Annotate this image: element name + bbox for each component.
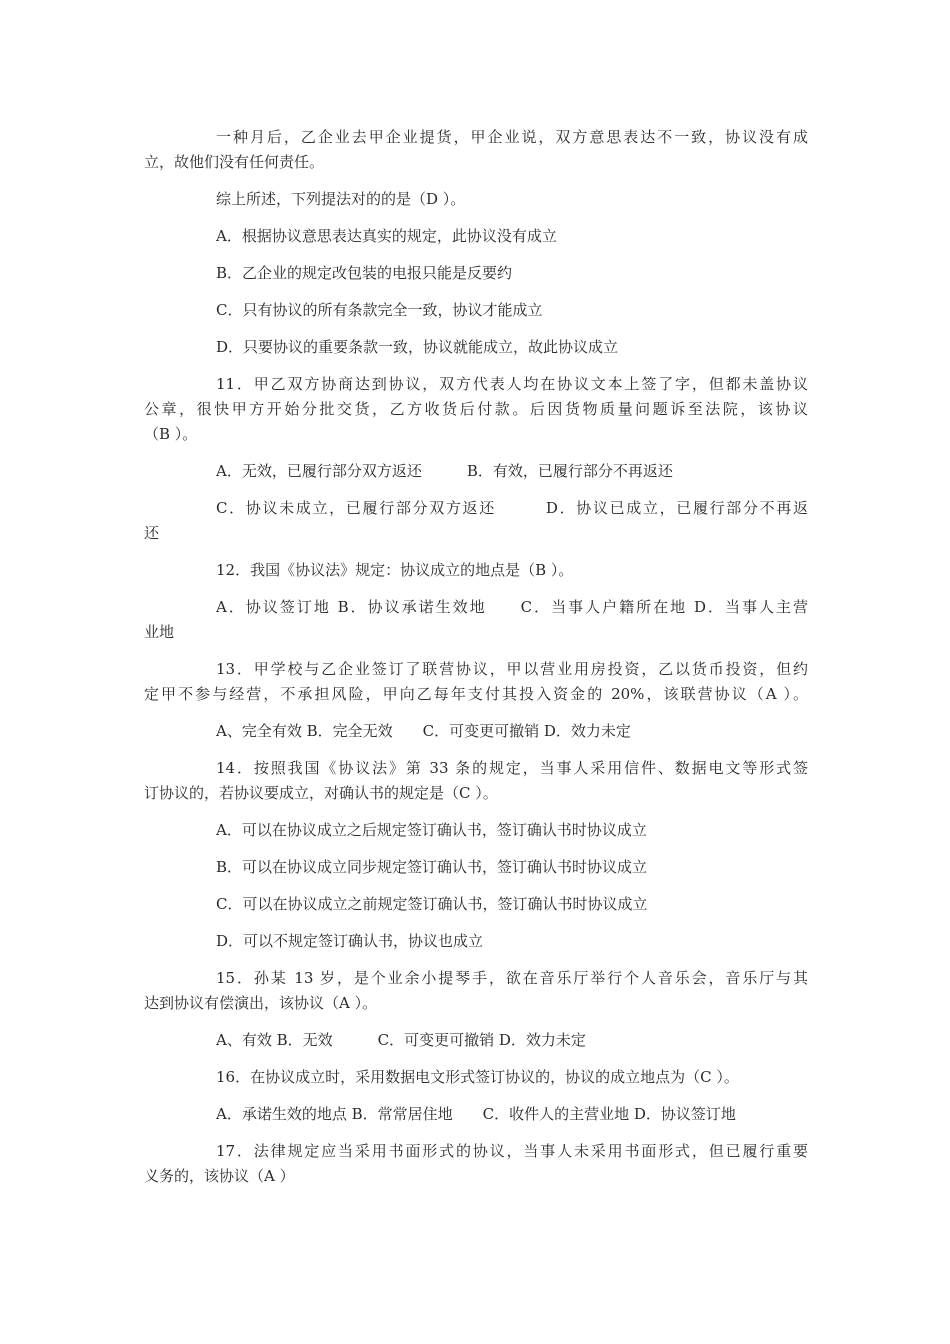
question-14-option-a: A．可以在协议成立之后规定签订确认书，签订确认书时协议成立: [216, 821, 647, 839]
question-13-line: 定甲不参与经营，不承担风险，甲向乙每年支付其投入资金的 20%，该联营协议（A ）。: [144, 685, 808, 703]
question-11: 11．甲乙双方协商达到协议，双方代表人均在协议文本上签了字，但都未盖协议: [216, 375, 808, 393]
question-16-options: A．承诺生效的地点 B．常常居住地 C．收件人的主营业地 D．协议签订地: [216, 1105, 736, 1123]
question-15: 15．孙某 13 岁，是个业余小提琴手，欲在音乐厅举行个人音乐会，音乐厅与其: [216, 969, 808, 987]
question-11-line: 公章，很快甲方开始分批交货，乙方收货后付款。后因货物质量问题诉至法院，该协议: [144, 400, 808, 418]
question-14-option-b: B．可以在协议成立同步规定签订确认书，签订确认书时协议成立: [216, 858, 648, 876]
question-15-line: 达到协议有偿演出，该协议（A ）。: [144, 994, 378, 1012]
question-15-options: A、有效 B．无效 C．可变更可撤销 D．效力未定: [216, 1031, 586, 1049]
option-c: C．只有协议的所有条款完全一致，协议才能成立: [216, 301, 543, 319]
option-b: B．乙企业的规定改包装的电报只能是反要约: [216, 264, 513, 282]
question-14: 14．按照我国《协议法》第 33 条的规定，当事人采用信件、数据电文等形式签: [216, 759, 808, 777]
question-11-options-ab: A．无效，已履行部分双方返还 B．有效，已履行部分不再返还: [216, 462, 673, 480]
question-11-options-cd: C．协议未成立，已履行部分双方返还 D．协议已成立，已履行部分不再返: [216, 499, 808, 517]
question-12: 12．我国《协议法》规定：协议成立的地点是（B ）。: [216, 561, 574, 579]
question-11-options-cd-cont: 还: [144, 524, 160, 542]
question-14-option-d: D．可以不规定签订确认书，协议也成立: [216, 932, 484, 950]
question-12-options-cont: 业地: [144, 623, 175, 641]
question-13-options: A、完全有效 B．完全无效 C．可变更可撤销 D．效力未定: [216, 722, 631, 740]
question-11-answer: （B ）。: [144, 425, 198, 443]
paragraph-line: 一种月后，乙企业去甲企业提货，甲企业说，双方意思表达不一致，协议没有成: [216, 128, 808, 146]
question-14-line: 订协议的，若协议要成立，对确认书的规定是（C ）。: [144, 784, 498, 802]
document-page: [144, 0, 808, 1344]
paragraph-line: 立，故他们没有任何责任。: [144, 153, 325, 171]
question-17: 17．法律规定应当采用书面形式的协议，当事人未采用书面形式，但已履行重要: [216, 1142, 808, 1160]
question-summary: 综上所述，下列提法对的的是（D ）。: [216, 190, 466, 208]
question-14-option-c: C．可以在协议成立之前规定签订确认书，签订确认书时协议成立: [216, 895, 648, 913]
question-16: 16．在协议成立时，采用数据电文形式签订协议的，协议的成立地点为（C ）。: [216, 1068, 739, 1086]
question-17-line: 义务的，该协议（A ）: [144, 1167, 295, 1185]
option-d: D．只要协议的重要条款一致，协议就能成立，故此协议成立: [216, 338, 619, 356]
option-a: A．根据协议意思表达真实的规定，此协议没有成立: [216, 227, 557, 245]
question-13: 13．甲学校与乙企业签订了联营协议，甲以营业用房投资，乙以货币投资，但约: [216, 660, 808, 678]
question-12-options: A．协议签订地 B．协议承诺生效地 C．当事人户籍所在地 D．当事人主营: [216, 598, 808, 616]
